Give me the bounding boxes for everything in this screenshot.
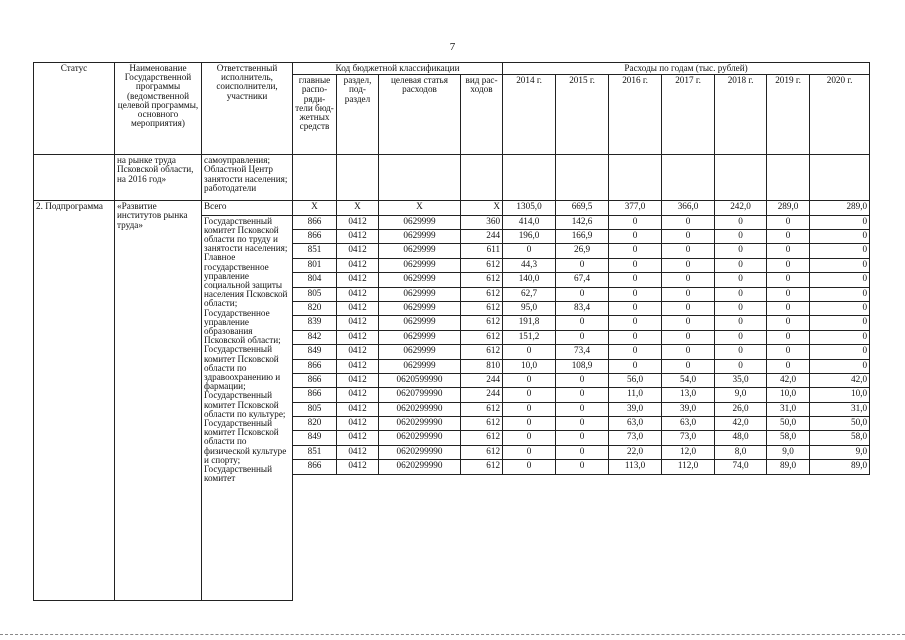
table-cell: 0412: [337, 373, 379, 387]
table-cell: 0: [503, 345, 556, 359]
table-cell: 39,0: [662, 402, 715, 416]
table-cell: 0620299990: [379, 460, 461, 474]
table-cell: 0: [767, 229, 810, 243]
table-cell: 820: [293, 301, 337, 315]
header-year-2017: 2017 г.: [662, 75, 715, 155]
table-cell: 0: [767, 301, 810, 315]
subprogram-status: 2. Подпрограмма: [34, 201, 115, 600]
header-target-article: целевая статья расходов: [379, 75, 461, 155]
table-cell: 0: [715, 229, 767, 243]
table-cell: 0: [767, 215, 810, 229]
table-cell: 0: [609, 244, 662, 258]
table-cell: 0: [556, 445, 609, 459]
table-cell: 851: [293, 445, 337, 459]
table-cell: 0: [810, 330, 870, 344]
table-cell: 0412: [337, 273, 379, 287]
table-cell: 9,0: [810, 445, 870, 459]
table-cell: 0629999: [379, 316, 461, 330]
table-cell: 26,0: [715, 402, 767, 416]
table-cell: 612: [461, 273, 503, 287]
total-cell: 669,5: [556, 201, 609, 215]
table-cell: 0: [715, 215, 767, 229]
table-cell: 0412: [337, 402, 379, 416]
table-cell: 0: [767, 316, 810, 330]
table-cell: 0: [810, 215, 870, 229]
table-cell: 42,0: [767, 373, 810, 387]
table-cell: 0: [715, 244, 767, 258]
table-cell: 0: [715, 273, 767, 287]
table-cell: 0: [662, 229, 715, 243]
table-cell: 0: [503, 388, 556, 402]
table-cell: 0: [556, 402, 609, 416]
header-year-2020: 2020 г.: [810, 75, 870, 155]
header-year-2016: 2016 г.: [609, 75, 662, 155]
header-expenses: Расходы по годам (тыс. рублей): [503, 63, 870, 75]
table-cell: 0: [715, 287, 767, 301]
table-cell: 62,7: [503, 287, 556, 301]
table-cell: 73,0: [609, 431, 662, 445]
table-cell: 0: [556, 431, 609, 445]
total-cell: 377,0: [609, 201, 662, 215]
table-cell: 0: [609, 316, 662, 330]
continuation-status: [34, 155, 115, 201]
table-cell: 0620599990: [379, 373, 461, 387]
table-cell: 612: [461, 460, 503, 474]
table-cell: 8,0: [715, 445, 767, 459]
table-cell: 39,0: [609, 402, 662, 416]
table-cell: 0: [556, 330, 609, 344]
table-cell: 866: [293, 359, 337, 373]
table-cell: 0620799990: [379, 388, 461, 402]
table-cell: 0: [662, 345, 715, 359]
table-cell: 0: [767, 359, 810, 373]
table-cell: 0629999: [379, 229, 461, 243]
table-cell: 10,0: [503, 359, 556, 373]
table-cell: 851: [293, 244, 337, 258]
header-budget-code: Код бюджетной классификации: [293, 63, 503, 75]
budget-table: [33, 62, 870, 601]
table-cell: 612: [461, 330, 503, 344]
header-row-1: [34, 63, 870, 75]
table-cell: 0: [810, 244, 870, 258]
table-cell: 11,0: [609, 388, 662, 402]
table-cell: 0: [662, 359, 715, 373]
table-cell: 612: [461, 316, 503, 330]
table-cell: 12,0: [662, 445, 715, 459]
table-cell: 0629999: [379, 345, 461, 359]
total-cell: X: [293, 201, 337, 215]
header-expense-type: вид рас- ходов: [461, 75, 503, 155]
table-cell: 612: [461, 345, 503, 359]
table-cell: 0: [715, 258, 767, 272]
table-cell: 0412: [337, 215, 379, 229]
scan-edge-line: [0, 634, 905, 635]
table-cell: 0412: [337, 417, 379, 431]
table-cell: 612: [461, 301, 503, 315]
total-cell: 289,0: [767, 201, 810, 215]
table-cell: 0: [503, 373, 556, 387]
total-cell: 289,0: [810, 201, 870, 215]
table-cell: 89,0: [767, 460, 810, 474]
table-cell: 804: [293, 273, 337, 287]
table-cell: 0412: [337, 388, 379, 402]
table-cell: 74,0: [715, 460, 767, 474]
table-cell: 0: [556, 388, 609, 402]
header-year-2019: 2019 г.: [767, 75, 810, 155]
table-cell: 0412: [337, 258, 379, 272]
table-cell: 0: [609, 287, 662, 301]
table-cell: 0: [810, 301, 870, 315]
table-cell: 0: [609, 345, 662, 359]
total-cell: 242,0: [715, 201, 767, 215]
table-cell: 0620299990: [379, 417, 461, 431]
table-cell: 842: [293, 330, 337, 344]
table-cell: 244: [461, 373, 503, 387]
table-cell: 26,9: [556, 244, 609, 258]
total-label: Всего: [202, 201, 293, 215]
table-cell: 0: [556, 460, 609, 474]
table-cell: 0: [662, 258, 715, 272]
table-cell: 866: [293, 388, 337, 402]
table-cell: 414,0: [503, 215, 556, 229]
table-cell: 0: [609, 330, 662, 344]
table-cell: 0: [767, 287, 810, 301]
table-cell: 0: [503, 445, 556, 459]
table-cell: 805: [293, 402, 337, 416]
table-cell: 89,0: [810, 460, 870, 474]
header-section: раздел, под- раздел: [337, 75, 379, 155]
table-cell: 0: [715, 316, 767, 330]
header-year-2015: 2015 г.: [556, 75, 609, 155]
table-cell: 0: [810, 345, 870, 359]
table-cell: 0: [556, 417, 609, 431]
table-cell: 612: [461, 258, 503, 272]
table-cell: 0: [662, 244, 715, 258]
table-cell: 0629999: [379, 273, 461, 287]
table-cell: 0629999: [379, 359, 461, 373]
table-cell: 866: [293, 373, 337, 387]
table-cell: 0: [767, 258, 810, 272]
table-cell: 9,0: [767, 445, 810, 459]
table-cell: 0: [609, 273, 662, 287]
table-cell: 22,0: [609, 445, 662, 459]
table-cell: 0: [662, 316, 715, 330]
total-cell: 1305,0: [503, 201, 556, 215]
table-cell: 31,0: [810, 402, 870, 416]
table-cell: 0412: [337, 460, 379, 474]
table-cell: 10,0: [810, 388, 870, 402]
total-row: [34, 201, 870, 215]
table-cell: 0: [556, 258, 609, 272]
table-cell: 0: [767, 345, 810, 359]
table-cell: 191,8: [503, 316, 556, 330]
table-cell: 95,0: [503, 301, 556, 315]
table-cell: 0412: [337, 301, 379, 315]
table-cell: 0: [556, 287, 609, 301]
table-cell: 58,0: [767, 431, 810, 445]
table-cell: 0620299990: [379, 402, 461, 416]
table-cell: 50,0: [810, 417, 870, 431]
table-cell: 0: [503, 417, 556, 431]
table-cell: 820: [293, 417, 337, 431]
table-cell: 810: [461, 359, 503, 373]
continuation-executor: самоуправления; Областной Центр занятости населения; работодатели: [202, 155, 293, 201]
table-cell: 196,0: [503, 229, 556, 243]
table-cell: 151,2: [503, 330, 556, 344]
table-cell: 48,0: [715, 431, 767, 445]
table-cell: 113,0: [609, 460, 662, 474]
table-cell: 0: [662, 301, 715, 315]
table-cell: 31,0: [767, 402, 810, 416]
table-cell: 10,0: [767, 388, 810, 402]
continuation-name: на рынке труда Псковской области, на 2016 год»: [115, 155, 202, 201]
table-cell: 0412: [337, 244, 379, 258]
table-cell: 9,0: [715, 388, 767, 402]
table-cell: 73,0: [662, 431, 715, 445]
header-executor: Ответственный исполнитель, соисполнители, участники: [202, 63, 293, 155]
table-cell: 140,0: [503, 273, 556, 287]
table-cell: 0: [715, 345, 767, 359]
table-cell: 0412: [337, 287, 379, 301]
table-cell: 67,4: [556, 273, 609, 287]
total-cell: X: [337, 201, 379, 215]
table-cell: 0: [715, 359, 767, 373]
table-cell: 0: [662, 273, 715, 287]
table-cell: 0412: [337, 445, 379, 459]
table-cell: 0: [556, 316, 609, 330]
table-cell: 0412: [337, 229, 379, 243]
table-cell: 0: [810, 316, 870, 330]
table-cell: 801: [293, 258, 337, 272]
table-cell: 0: [767, 244, 810, 258]
table-cell: 0412: [337, 359, 379, 373]
table-cell: 73,4: [556, 345, 609, 359]
table-cell: 54,0: [662, 373, 715, 387]
table-cell: 0: [503, 431, 556, 445]
table-cell: 63,0: [662, 417, 715, 431]
table-cell: 108,9: [556, 359, 609, 373]
table-cell: 0629999: [379, 258, 461, 272]
table-cell: 0: [609, 258, 662, 272]
table-cell: 0: [715, 301, 767, 315]
table-cell: 0: [503, 402, 556, 416]
table-cell: 0412: [337, 316, 379, 330]
table-cell: 0: [810, 359, 870, 373]
table-cell: 0629999: [379, 330, 461, 344]
table-cell: 0: [609, 215, 662, 229]
table-cell: 50,0: [767, 417, 810, 431]
total-cell: 366,0: [662, 201, 715, 215]
table-cell: 58,0: [810, 431, 870, 445]
table-cell: 0: [662, 330, 715, 344]
table-cell: 0: [715, 330, 767, 344]
table-cell: 13,0: [662, 388, 715, 402]
table-cell: 0629999: [379, 215, 461, 229]
table-cell: 612: [461, 417, 503, 431]
table-cell: 0: [810, 229, 870, 243]
table-cell: 0: [767, 273, 810, 287]
table-cell: 63,0: [609, 417, 662, 431]
table-cell: 866: [293, 460, 337, 474]
table-cell: 0: [662, 287, 715, 301]
table-cell: 83,4: [556, 301, 609, 315]
table-cell: 0412: [337, 330, 379, 344]
table-cell: 0: [609, 301, 662, 315]
table-cell: 360: [461, 215, 503, 229]
table-cell: 44,3: [503, 258, 556, 272]
table-cell: 0: [810, 287, 870, 301]
table-cell: 166,9: [556, 229, 609, 243]
table-cell: 0: [609, 359, 662, 373]
table-cell: 42,0: [810, 373, 870, 387]
table-cell: 0412: [337, 345, 379, 359]
table-cell: 612: [461, 287, 503, 301]
table-cell: 849: [293, 345, 337, 359]
header-year-2018: 2018 г.: [715, 75, 767, 155]
table-cell: 612: [461, 445, 503, 459]
table-cell: 244: [461, 229, 503, 243]
table-cell: 0629999: [379, 287, 461, 301]
table-cell: 612: [461, 431, 503, 445]
table-cell: 866: [293, 229, 337, 243]
subprogram-name: «Развитие институтов рынка труда»: [115, 201, 202, 600]
table-cell: 839: [293, 316, 337, 330]
table-cell: 0: [609, 229, 662, 243]
table-cell: 0620299990: [379, 445, 461, 459]
table-cell: 805: [293, 287, 337, 301]
table-cell: 849: [293, 431, 337, 445]
table-cell: 0: [810, 273, 870, 287]
table-cell: 0629999: [379, 301, 461, 315]
table-cell: 611: [461, 244, 503, 258]
table-cell: 0620299990: [379, 431, 461, 445]
header-year-2014: 2014 г.: [503, 75, 556, 155]
page-number: 7: [449, 41, 456, 53]
table-cell: 0412: [337, 431, 379, 445]
table-cell: 0: [662, 215, 715, 229]
table-cell: 142,6: [556, 215, 609, 229]
header-main-manager: главные распо- ряди- тели бюд- жетных средств: [293, 75, 337, 155]
table-cell: 56,0: [609, 373, 662, 387]
subprogram-executors: Государственный комитет Псковской области по труду и занятости населения; Главное государственное управление социальной защиты населения Псковской области; Государственное управление образования Псковской области; Государственный комитет Псковской области по здравоохранению и фармации; Государственный комитет Псковской области по культуре; Государственный комитет Псковской области по физической культуре и спорту; Государственный комитет: [202, 215, 293, 600]
total-cell: X: [379, 201, 461, 215]
table-cell: 0: [503, 244, 556, 258]
table-cell: 112,0: [662, 460, 715, 474]
table-cell: 866: [293, 215, 337, 229]
header-status: Статус: [34, 63, 115, 155]
table-cell: 0: [810, 258, 870, 272]
table-cell: 612: [461, 402, 503, 416]
header-name: Наименование Государственной программы (ведомственной целевой программы, основного мероприятия): [115, 63, 202, 155]
table-cell: 244: [461, 388, 503, 402]
continuation-row: [34, 155, 870, 201]
table-cell: 0: [503, 460, 556, 474]
total-cell: X: [461, 201, 503, 215]
table-cell: 0: [556, 373, 609, 387]
table-cell: 0629999: [379, 244, 461, 258]
table-cell: 35,0: [715, 373, 767, 387]
table-cell: 42,0: [715, 417, 767, 431]
table-cell: 0: [767, 330, 810, 344]
